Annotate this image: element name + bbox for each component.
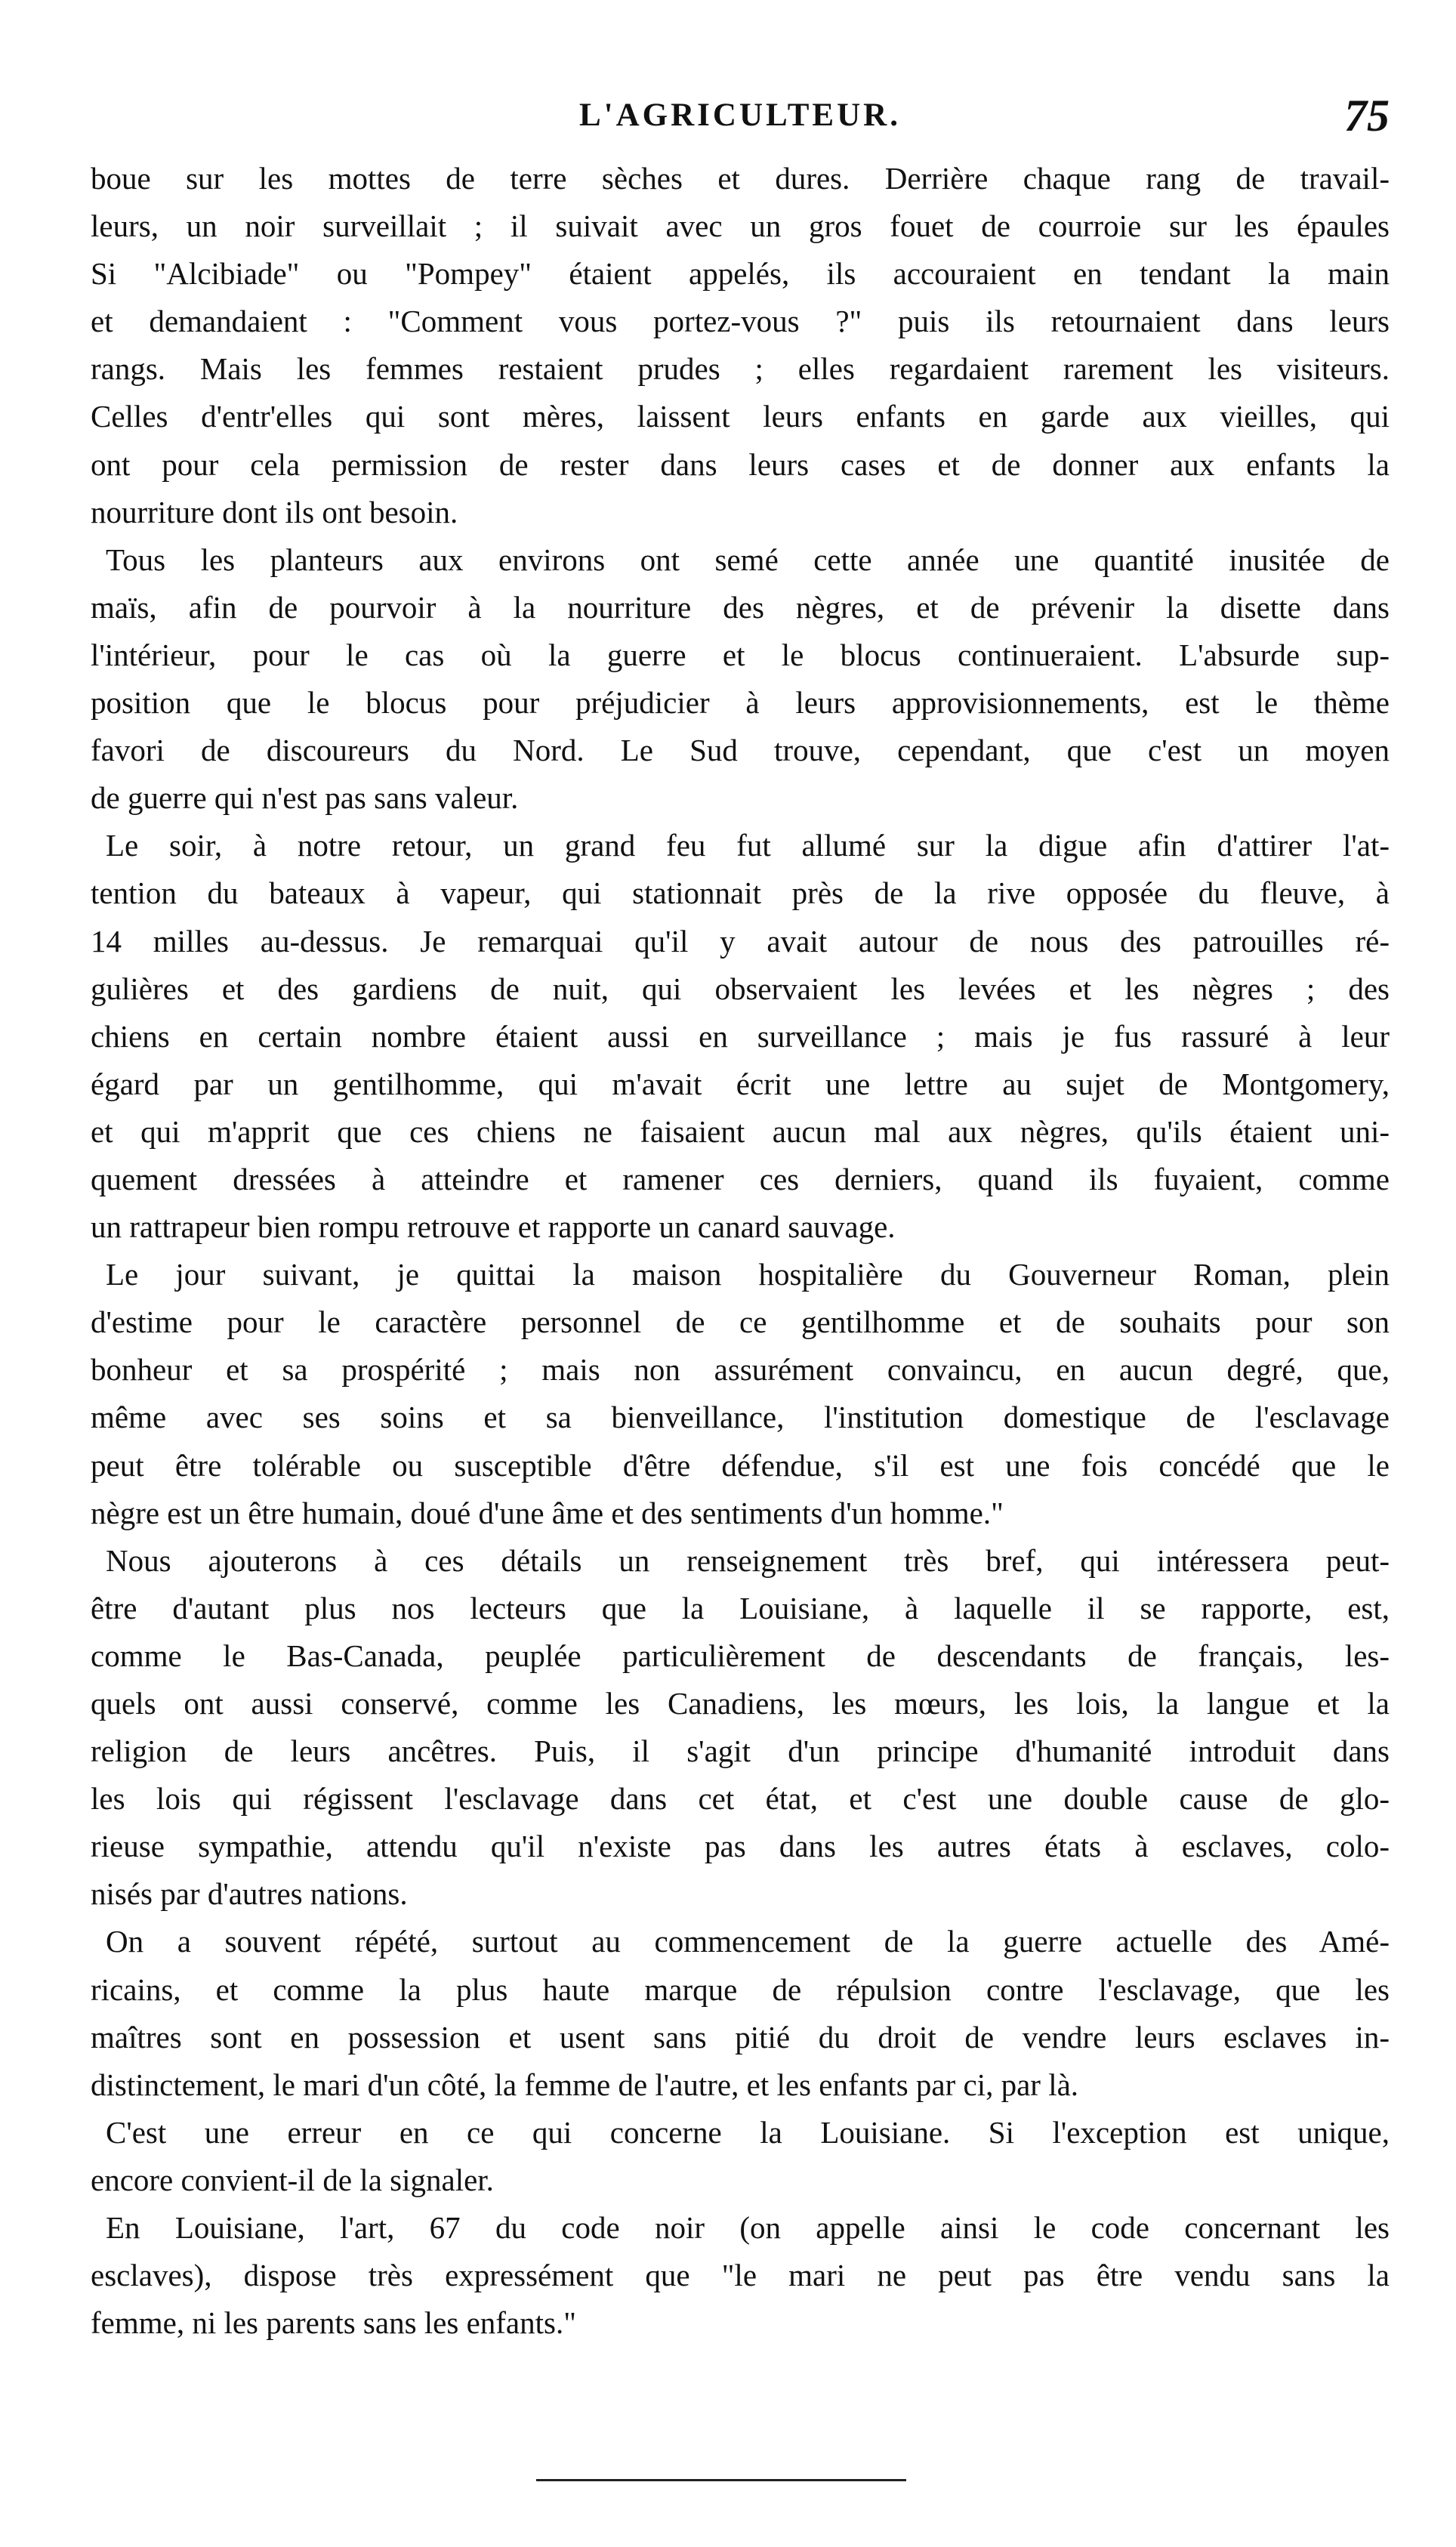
text-line: égard par un gentilhomme, qui m'avait écrit une lettre au sujet de Montgomery, xyxy=(91,1066,1390,1101)
text-line: quement dressées à atteindre et ramener ces derniers, quand ils fuyaient, comme xyxy=(91,1161,1390,1196)
text-line: peut être tolérable ou susceptible d'être défendue, s'il est une fois concédé que le xyxy=(91,1447,1390,1483)
text-line: maîtres sont en possession et usent sans pitié du droit de vendre leurs esclaves in- xyxy=(91,2019,1390,2055)
text-line: En Louisiane, l'art, 67 du code noir (on appelle ainsi le code concernant les xyxy=(106,2210,1390,2246)
text-line: rieuse sympathie, attendu qu'il n'existe pas dans les autres états à esclaves, colo- xyxy=(91,1829,1390,1864)
text-line: religion de leurs ancêtres. Puis, il s'agit d'un principe d'humanité introduit dans xyxy=(91,1734,1390,1769)
text-line: Le soir, à notre retour, un grand feu fut allumé sur la digue afin d'attirer l'at- xyxy=(106,828,1390,863)
text-line: Le jour suivant, je quittai la maison hospitalière du Gouverneur Roman, plein xyxy=(106,1257,1390,1292)
text-line: comme le Bas-Canada, peuplée particulièrement de descendants de français, les- xyxy=(91,1638,1390,1673)
text-line: leurs, un noir surveillait ; il suivait avec un gros fouet de courroie sur les épaules xyxy=(91,208,1390,244)
text-line: C'est une erreur en ce qui concerne la Louisiane. Si l'exception est unique, xyxy=(106,2114,1390,2150)
text-line: boue sur les mottes de terre sèches et dures. Derrière chaque rang de travail- xyxy=(91,161,1390,196)
text-line: favori de discoureurs du Nord. Le Sud trouve, cependant, que c'est un moyen xyxy=(91,733,1390,768)
text-line: et demandaient : "Comment vous portez-vous ?" puis ils retournaient dans leurs xyxy=(91,304,1390,339)
running-head xyxy=(91,89,1390,142)
text-line: ricains, et comme la plus haute marque de répulsion contre l'esclavage, que les xyxy=(91,1971,1390,2007)
text-line: bonheur et sa prospérité ; mais non assurément convaincu, en aucun degré, que, xyxy=(91,1352,1390,1388)
text-line: gulières et des gardiens de nuit, qui observaient les levées et les nègres ; des xyxy=(91,971,1390,1006)
text-line: esclaves), dispose très expressément que "le mari ne peut pas être vendu sans la xyxy=(91,2258,1390,2293)
text-line: nisés par d'autres nations. xyxy=(91,1876,408,1912)
running-title: L'AGRICULTEUR. xyxy=(579,97,901,133)
text-line: Tous les planteurs aux environs ont semé cette année une quantité inusitée de xyxy=(106,542,1390,577)
text-line: encore convient-il de la signaler. xyxy=(91,2162,494,2197)
text-line: d'estime pour le caractère personnel de ce gentilhomme et de souhaits pour son xyxy=(91,1304,1390,1340)
text-line: position que le blocus pour préjudicier à leurs approvisionnements, est le thème xyxy=(91,685,1390,721)
text-line: On a souvent répété, surtout au commencement de la guerre actuelle des Amé- xyxy=(106,1924,1390,1959)
text-line: Celles d'entr'elles qui sont mères, laissent leurs enfants en garde aux vieilles, qui xyxy=(91,399,1390,434)
text-line: 14 milles au-dessus. Je remarquai qu'il y avait autour de nous des patrouilles ré- xyxy=(91,923,1390,959)
text-line: tention du bateaux à vapeur, qui stationnait près de la rive opposée du fleuve, à xyxy=(91,875,1390,911)
text-line: Nous ajouterons à ces détails un renseignement très bref, qui intéressera peut- xyxy=(106,1542,1390,1578)
text-line: femme, ni les parents sans les enfants." xyxy=(91,2305,576,2341)
text-line: et qui m'apprit que ces chiens ne faisaient aucun mal aux nègres, qu'ils étaient uni- xyxy=(91,1113,1390,1149)
text-line: nourriture dont ils ont besoin. xyxy=(91,494,458,529)
text-line: distinctement, le mari d'un côté, la femme de l'autre, et les enfants par ci, par là. xyxy=(91,2067,1079,2102)
text-line: être d'autant plus nos lecteurs que la Louisiane, à laquelle il se rapporte, est, xyxy=(91,1590,1390,1625)
page-number: 75 xyxy=(1344,91,1390,140)
text-line: maïs, afin de pourvoir à la nourriture des nègres, et de prévenir la disette dans xyxy=(91,589,1390,625)
text-line: nègre est un être humain, doué d'une âme et des sentiments d'un homme." xyxy=(91,1495,1004,1530)
text-line: les lois qui régissent l'esclavage dans cet état, et c'est une double cause de glo- xyxy=(91,1781,1390,1817)
text-line: ont pour cela permission de rester dans leurs cases et de donner aux enfants la xyxy=(91,446,1390,482)
text-line: même avec ses soins et sa bienveillance, l'institution domestique de l'esclavage xyxy=(91,1400,1390,1435)
text-line: l'intérieur, pour le cas où la guerre et le blocus continueraient. L'absurde sup- xyxy=(91,637,1390,672)
text-line: Si "Alcibiade" ou "Pompey" étaient appelés, ils accouraient en tendant la main xyxy=(91,256,1390,292)
text-line: de guerre qui n'est pas sans valeur. xyxy=(91,780,519,816)
text-line: rangs. Mais les femmes restaient prudes ; elles regardaient rarement les visiteurs. xyxy=(91,351,1390,387)
text-line: quels ont aussi conservé, comme les Canadiens, les mœurs, les lois, la langue et la xyxy=(91,1686,1390,1721)
body-text xyxy=(91,155,1390,2347)
text-line: chiens en certain nombre étaient aussi en surveillance ; mais je fus rassuré à leur xyxy=(91,1018,1390,1054)
text-line: un rattrapeur bien rompu retrouve et rapporte un canard sauvage. xyxy=(91,1209,896,1245)
footer-rule xyxy=(536,2479,906,2481)
